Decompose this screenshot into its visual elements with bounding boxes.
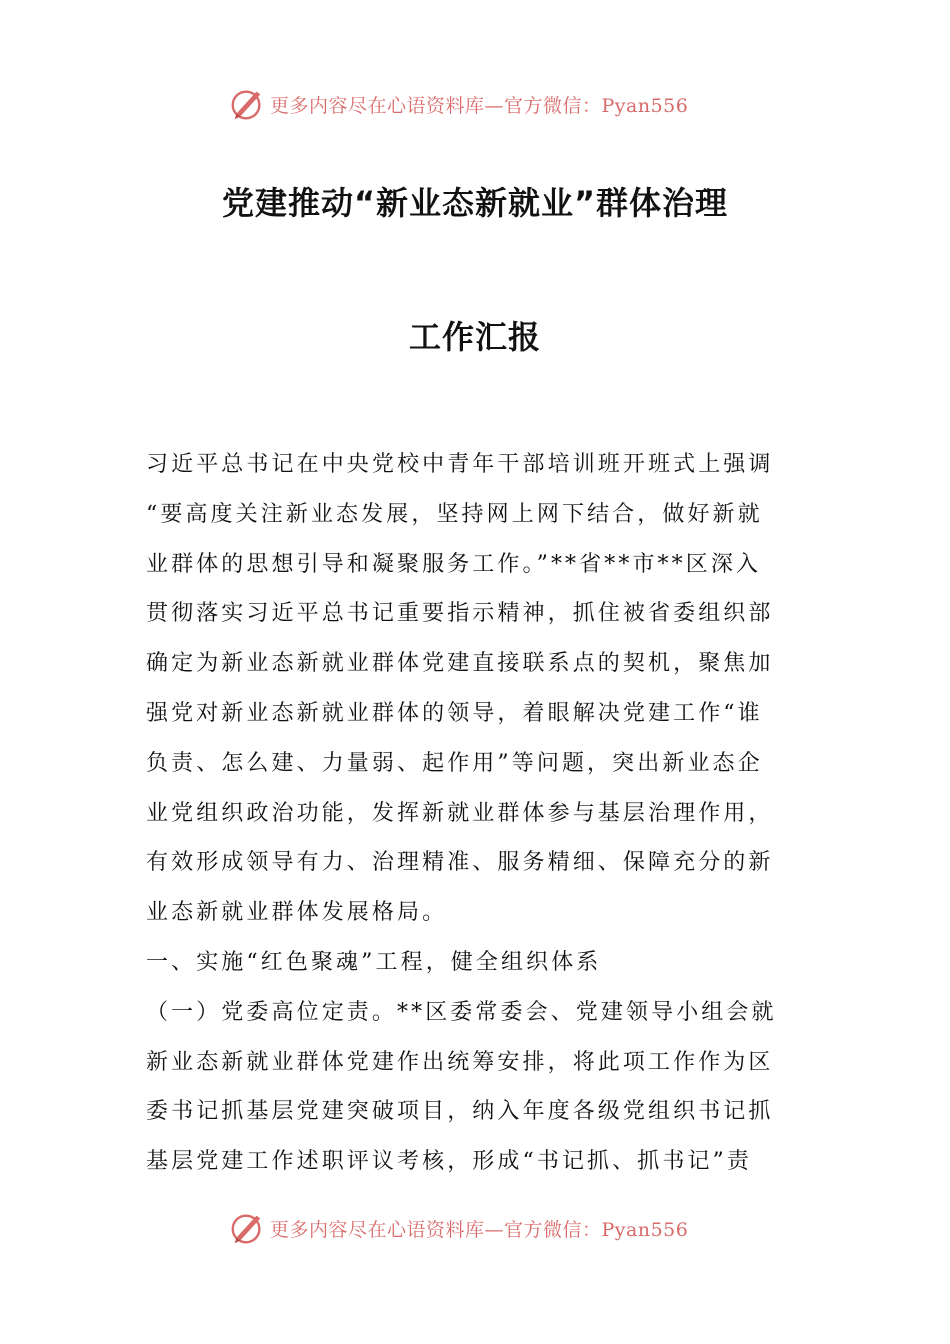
document-title-line-2: 工作汇报 bbox=[408, 318, 541, 356]
body-line: “要高度关注新业态发展，坚持网上网下结合，做好新就 bbox=[146, 501, 763, 527]
body-line: 有效形成领导有力、治理精准、服务精细、保障充分的新 bbox=[146, 850, 774, 876]
body-line: 确定为新业态新就业群体党建直接联系点的契机，聚焦加 bbox=[146, 651, 774, 677]
section-heading: 一、实施“红色聚魂”工程，健全组织体系 bbox=[146, 949, 602, 975]
pen-circle-logo-icon bbox=[228, 1209, 266, 1247]
footer-watermark-banner bbox=[228, 1208, 748, 1248]
body-line: 强党对新业态新就业群体的领导，着眼解决党建工作“谁 bbox=[146, 700, 763, 726]
document-body bbox=[146, 440, 806, 1187]
document-title-line-1: 党建推动“新业态新就业”群体治理 bbox=[221, 184, 729, 222]
body-line: 贯彻落实习近平总书记重要指示精神，抓住被省委组织部 bbox=[146, 601, 774, 627]
body-line: 业群体的思想引导和凝聚服务工作。”**省**市**区深入 bbox=[146, 551, 762, 577]
body-line: 习近平总书记在中央党校中青年干部培训班开班式上强调 bbox=[146, 452, 774, 477]
body-line: 业态新就业群体发展格局。 bbox=[146, 900, 448, 926]
body-line: 负责、怎么建、力量弱、起作用”等问题，突出新业态企 bbox=[146, 750, 763, 776]
body-line: （一）党委高位定责。**区委常委会、党建领导小组会就 bbox=[146, 999, 777, 1025]
body-line: 业党组织政治功能，发挥新就业群体参与基层治理作用， bbox=[146, 800, 774, 826]
banner-text: 更多内容尽在心语资料库—官方微信：Pyan556 bbox=[270, 1218, 689, 1241]
body-line: 新业态新就业群体党建作出统筹安排，将此项工作作为区 bbox=[146, 1049, 774, 1075]
pen-circle-logo-icon bbox=[228, 85, 266, 123]
header-watermark-banner bbox=[228, 84, 748, 124]
body-line: 委书记抓基层党建突破项目，纳入年度各级党组织书记抓 bbox=[146, 1099, 774, 1125]
banner-text: 更多内容尽在心语资料库—官方微信：Pyan556 bbox=[270, 94, 689, 117]
body-line: 基层党建工作述职评议考核，形成“书记抓、抓书记”责 bbox=[146, 1149, 752, 1175]
